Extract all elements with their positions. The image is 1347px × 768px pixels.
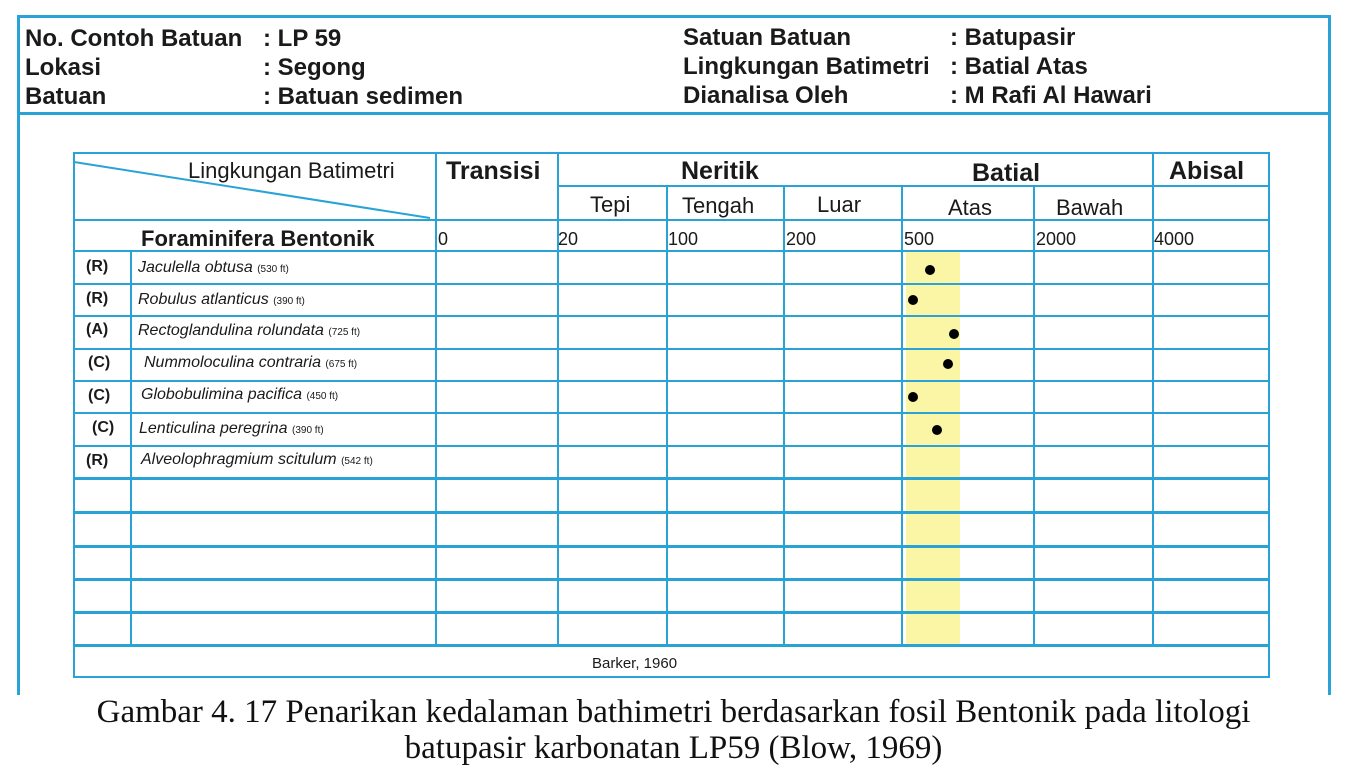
depth-500: 500 xyxy=(904,229,935,249)
depth-100: 100 xyxy=(668,229,699,249)
zone-batial: Batial xyxy=(972,159,1041,187)
species-name-4: Nummoloculina contraria (675 ft) xyxy=(144,354,358,371)
occurrence-dot-6 xyxy=(932,425,942,435)
zone-transisi: Transisi xyxy=(446,157,541,185)
species-name-2: Robulus atlanticus (390 ft) xyxy=(138,291,305,308)
abundance-7: (R) xyxy=(86,452,109,469)
figure-caption-line1: Gambar 4. 17 Penarikan kedalaman bathimetri berdasarkan fosil Bentonik pada litologi xyxy=(96,694,1251,730)
zone-abisal: Abisal xyxy=(1169,157,1245,185)
header-label-rock: Batuan xyxy=(25,83,107,110)
depth-20: 20 xyxy=(558,229,579,249)
species-depth-6: (390 ft) xyxy=(292,425,324,436)
abundance-6: (C) xyxy=(92,419,115,436)
header-label-analyst: Dianalisa Oleh xyxy=(683,82,849,109)
header-value-location: : Segong xyxy=(263,54,366,81)
species-name-1: Jaculella obtusa (530 ft) xyxy=(138,259,289,276)
subzone-luar: Luar xyxy=(817,192,862,217)
subzone-tengah: Tengah xyxy=(682,193,755,218)
occurrence-dot-2 xyxy=(908,295,918,305)
subzone-tepi: Tepi xyxy=(590,192,631,217)
abundance-4: (C) xyxy=(88,354,111,371)
abundance-1: (R) xyxy=(86,258,109,275)
source-label: Barker, 1960 xyxy=(592,655,678,672)
header-label-sample-no: No. Contoh Batuan xyxy=(25,25,243,52)
header-label-rock-unit: Satuan Batuan xyxy=(683,24,852,51)
header-value-bathymetry: : Batial Atas xyxy=(950,53,1088,80)
species-depth-3: (725 ft) xyxy=(328,327,361,338)
depth-4000: 4000 xyxy=(1154,229,1195,249)
depth-200: 200 xyxy=(786,229,817,249)
species-name-7: Alveolophragmium scitulum (542 ft) xyxy=(141,451,373,468)
header-label-bathymetry: Lingkungan Batimetri xyxy=(683,53,930,80)
species-depth-7: (542 ft) xyxy=(341,456,373,467)
species-depth-2: (390 ft) xyxy=(273,296,305,307)
occurrence-dot-1 xyxy=(925,265,935,275)
zone-neritik: Neritik xyxy=(681,157,759,185)
species-name-6: Lenticulina peregrina (390 ft) xyxy=(139,420,324,437)
abundance-2: (R) xyxy=(86,290,109,307)
corner-top-label: Lingkungan Batimetri xyxy=(188,158,395,183)
abundance-3: (A) xyxy=(86,321,109,338)
figure-caption-line2: batupasir karbonatan LP59 (Blow, 1969) xyxy=(404,730,943,766)
species-name-5: Globobulimina pacifica (450 ft) xyxy=(141,386,339,403)
species-depth-1: (530 ft) xyxy=(257,264,289,275)
species-depth-5: (450 ft) xyxy=(306,391,339,402)
depth-2000: 2000 xyxy=(1036,229,1077,249)
subzone-bawah: Bawah xyxy=(1056,195,1124,220)
abundance-5: (C) xyxy=(88,387,111,404)
subzone-atas: Atas xyxy=(948,195,993,220)
species-depth-4: (675 ft) xyxy=(325,359,358,370)
header-value-analyst: : M Rafi Al Hawari xyxy=(950,82,1152,109)
header-label-location: Lokasi xyxy=(25,54,102,81)
header-value-rock-unit: : Batupasir xyxy=(950,24,1076,51)
occurrence-dot-4 xyxy=(943,359,953,369)
occurrence-dot-3 xyxy=(949,329,959,339)
corner-bottom-label: Foraminifera Bentonik xyxy=(141,226,375,251)
header-value-sample-no: : LP 59 xyxy=(263,25,342,52)
header-value-rock: : Batuan sedimen xyxy=(263,83,464,110)
occurrence-dot-5 xyxy=(908,392,918,402)
species-name-3: Rectoglandulina rolundata (725 ft) xyxy=(138,322,361,339)
depth-0: 0 xyxy=(438,229,449,249)
